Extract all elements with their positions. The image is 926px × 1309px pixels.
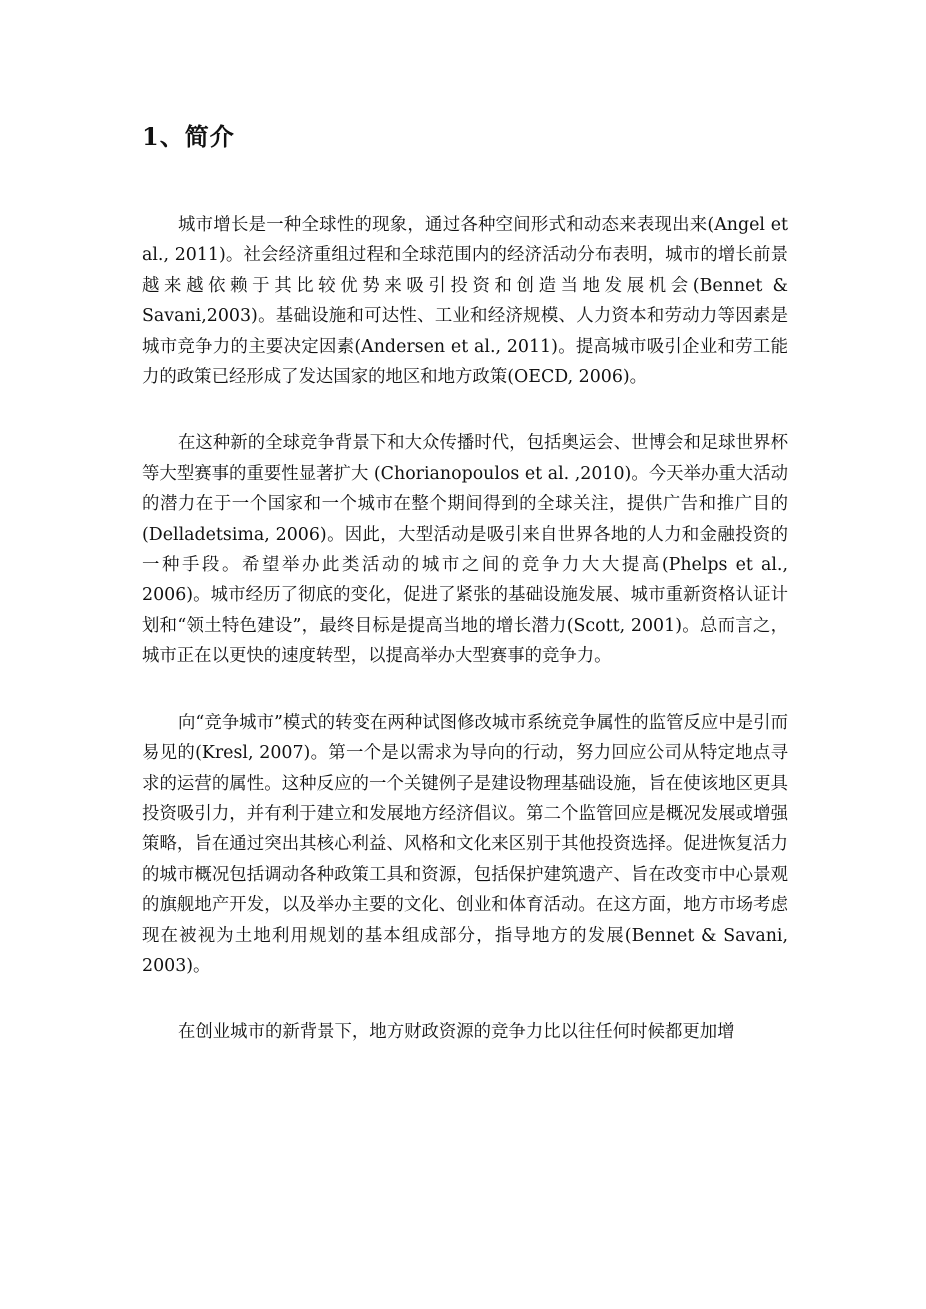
paragraph-1: 城市增长是一种全球性的现象，通过各种空间形式和动态来表现出来(Angel et al., 2011)。社会经济重组过程和全球范围内的经济活动分布表明，城市的增长前景越来越依赖于其比较优势来吸引投资和创造当地发展机会(Bennet & Savani,2003)。基础设施和可达性、工业和经济规模、人力资本和劳动力等因素是城市竞争力的主要决定因素(Andersen et al., 2011)。提高城市吸引企业和劳工能力的政策已经形成了发达国家的地区和地方政策(OECD, 2006)。 <box>142 215 788 388</box>
section-title: 1、简介 <box>142 122 235 151</box>
paragraph-3: 向“竞争城市”模式的转变在两种试图修改城市系统竞争属性的监管反应中是引而易见的(Kresl, 2007)。第一个是以需求为导向的行动，努力回应公司从特定地点寻求的运营的属性。这种反应的一个关键例子是建设物理基础设施，旨在使该地区更具投资吸引力，并有利于建立和发展地方经济倡议。第二个监管回应是概况发展或增强策略，旨在通过突出其核心利益、风格和文化来区别于其他投资选择。促进恢复活力的城市概况包括调动各种政策工具和资源，包括保护建筑遗产、旨在改变市中心景观的旗舰地产开发，以及举办主要的文化、创业和体育活动。在这方面，地方市场考虑现在被视为土地利用规划的基本组成部分，指导地方的发展(Bennet & Savani, 2003)。 <box>142 712 788 976</box>
document-body <box>142 210 788 1048</box>
paragraph-2: 在这种新的全球竞争背景下和大众传播时代，包括奥运会、世博会和足球世界杯等大型赛事的重要性显著扩大 (Chorianopoulos et al. ,2010)。今天举办重大活动的潜力在于一个国家和一个城市在整个期间得到的全球关注，提供广告和推广目的 (Delladetsima, 2006)。因此，大型活动是吸引来自世界各地的人力和金融投资的一种手段。希望举办此类活动的城市之间的竞争力大大提高(Phelps et al., 2006)。城市经历了彻底的变化，促进了紧张的基础设施发展、城市重新资格认证计划和“领土特色建设”，最终目标是提高当地的增长潜力(Scott, 2001)。总而言之，城市正在以更快的速度转型，以提高举办大型赛事的竞争力。 <box>142 433 788 667</box>
paragraph-4: 在创业城市的新背景下，地方财政资源的竞争力比以往任何时候都更加增 <box>178 1022 735 1043</box>
